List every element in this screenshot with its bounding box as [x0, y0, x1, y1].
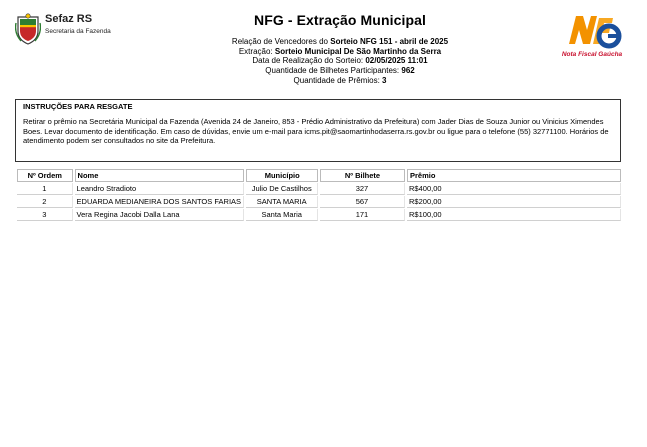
prizes-label: Quantidade de Prêmios:: [293, 75, 380, 85]
cell-name: EDUARDA MEDIANEIRA DOS SANTOS FARIAS: [75, 196, 245, 208]
cell-prize: R$400,00: [407, 183, 621, 195]
report-header: [180, 12, 500, 86]
draw-line: [180, 37, 500, 47]
extraction-value: Sorteio Municipal De São Martinho da Serra: [274, 46, 442, 56]
cell-order: 3: [17, 209, 73, 221]
cell-ticket: 567: [320, 196, 405, 208]
cell-order: 1: [17, 183, 73, 195]
winners-table: [15, 168, 623, 222]
table-row: [17, 183, 621, 195]
prizes-line: [180, 76, 500, 86]
col-header-name: Nome: [75, 169, 245, 182]
tickets-label: Quantidade de Bilhetes Participantes:: [265, 66, 400, 76]
cell-prize: R$100,00: [407, 209, 621, 221]
cell-name: Leandro Stradioto: [75, 183, 245, 195]
tickets-value: 962: [401, 66, 415, 76]
draw-date-label: Data de Realização do Sorteio:: [252, 56, 364, 66]
draw-date-line: [180, 56, 500, 66]
col-header-ticket: Nº Bilhete: [320, 169, 405, 182]
cell-name: Vera Regina Jacobi Dalla Lana: [75, 209, 245, 221]
nfg-caption: Nota Fiscal Gaúcha: [561, 51, 623, 58]
prizes-value: 3: [382, 75, 387, 85]
table-row: [17, 209, 621, 221]
cell-municipality: Julio De Castilhos: [246, 183, 317, 195]
table-row: [17, 196, 621, 208]
draw-date-value: 02/05/2025 11:01: [365, 56, 428, 66]
page-title: NFG - Extração Municipal: [254, 12, 426, 28]
org-name: Sefaz RS: [45, 13, 93, 25]
instructions-box: [15, 99, 621, 162]
extraction-label: Extração:: [238, 46, 273, 56]
instructions-title: INSTRUÇÕES PARA RESGATE: [23, 102, 133, 111]
instructions-text: Retirar o prêmio na Secretária Municipal da Fazenda (Avenida 24 de Janeiro, 853 - Prédio Administrativo da Prefeitura) com Jader Dias de Souza Junior ou Vinicius Ximendes Boes. Levar documento de identificação. Em caso de dúvidas, envie um e-mail para icms.pit@saomartinhodaserra.rs.gov.br ou ligue para o telefone (55) 32771100. Horários de atendimento podem ser consultados no site da Prefeitura.: [23, 117, 609, 146]
rs-crest-icon: [15, 13, 41, 45]
extraction-line: [180, 47, 500, 57]
tickets-line: [180, 66, 500, 76]
draw-label: Relação de Vencedores do: [231, 37, 328, 46]
cell-municipality: SANTA MARIA: [246, 196, 317, 208]
cell-prize: R$200,00: [407, 196, 621, 208]
draw-value: Sorteio NFG 151 - abril de 2025: [330, 37, 449, 46]
col-header-prize: Prêmio: [407, 169, 621, 182]
cell-ticket: 327: [320, 183, 405, 195]
cell-municipality: Santa Maria: [246, 209, 317, 221]
org-subtitle: Secretaria da Fazenda: [45, 28, 111, 35]
table-header-row: [17, 169, 621, 182]
col-header-municipality: Município: [246, 169, 317, 182]
cell-ticket: 171: [320, 209, 405, 221]
nfg-logo: [559, 10, 625, 64]
cell-order: 2: [17, 196, 73, 208]
col-header-order: Nº Ordem: [17, 169, 73, 182]
sefaz-logo: [15, 13, 125, 47]
nfg-logo-icon: [559, 10, 625, 52]
